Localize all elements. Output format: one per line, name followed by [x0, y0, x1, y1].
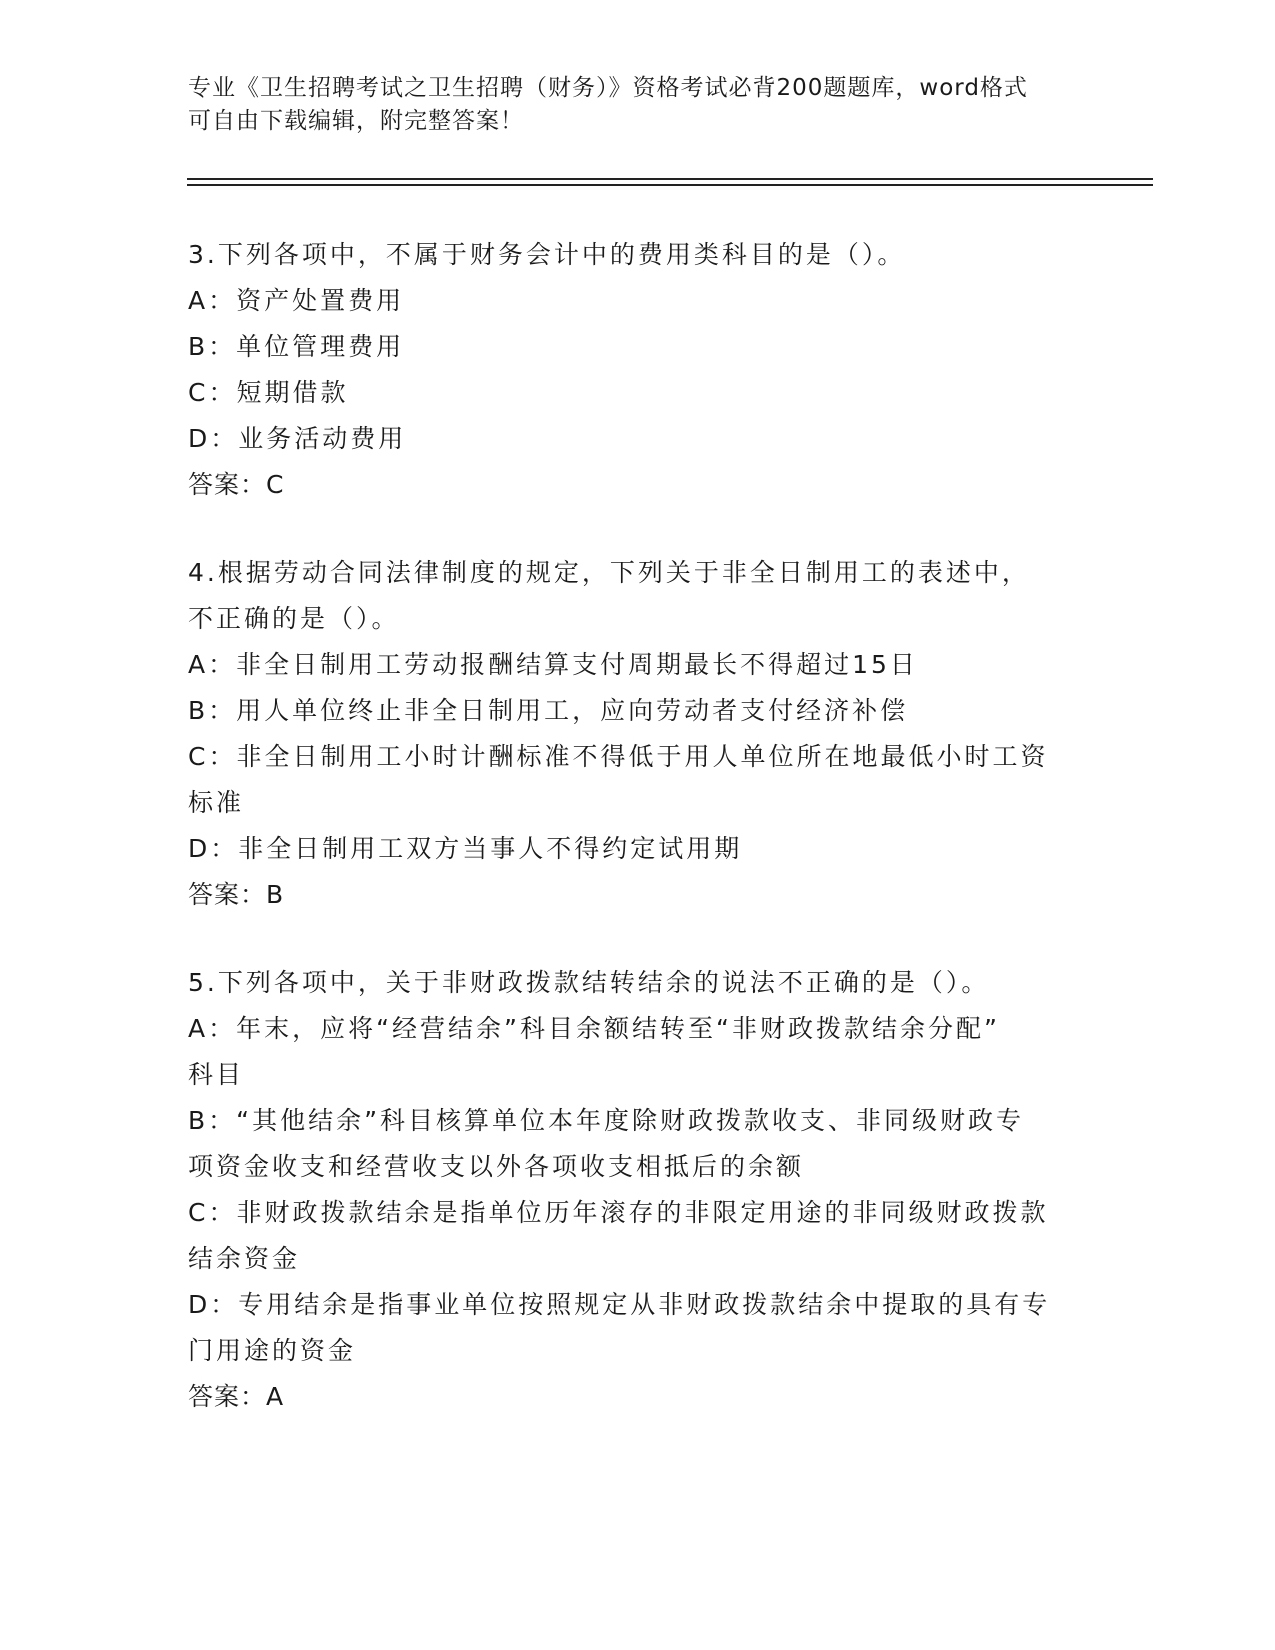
option-b-continued: 项资金收支和经营收支以外各项收支相抵后的余额 [188, 1152, 805, 1181]
question-stem: 5.下列各项中，关于非财政拨款结转结余的说法不正确的是（）。 [188, 968, 990, 997]
question-list [188, 232, 1088, 1462]
option-c-continued: 标准 [188, 788, 245, 817]
option-d: D：非全日制用工双方当事人不得约定试用期 [188, 834, 743, 863]
question-stem: 3.下列各项中，不属于财务会计中的费用类科目的是（）。 [188, 240, 906, 269]
question-4 [188, 550, 1088, 918]
question-3 [188, 232, 1088, 508]
option-d: D：业务活动费用 [188, 424, 407, 453]
option-b: B：“其他结余”科目核算单位本年度除财政拨款收支、非同级财政专 [188, 1106, 1025, 1135]
header-divider-top [187, 178, 1153, 180]
header-line-1: 专业《卫生招聘考试之卫生招聘（财务）》资格考试必背200题题库，word格式 [188, 75, 1028, 101]
option-a: A：资产处置费用 [188, 286, 405, 315]
question-stem-continued: 不正确的是（）。 [188, 604, 400, 633]
option-c-continued: 结余资金 [188, 1244, 301, 1273]
option-b: B：用人单位终止非全日制用工，应向劳动者支付经济补偿 [188, 696, 909, 725]
answer: 答案：B [188, 880, 285, 909]
document-header [188, 72, 1068, 138]
option-a: A：非全日制用工劳动报酬结算支付周期最长不得超过15日 [188, 650, 918, 679]
option-c: C：非财政拨款结余是指单位历年滚存的非限定用途的非同级财政拨款 [188, 1198, 1049, 1227]
option-c: C：非全日制用工小时计酬标准不得低于用人单位所在地最低小时工资 [188, 742, 1049, 771]
answer: 答案：C [188, 470, 285, 499]
option-a-continued: 科目 [188, 1060, 245, 1089]
answer: 答案：A [188, 1382, 285, 1411]
header-divider-bottom [187, 184, 1153, 186]
header-line-2: 可自由下载编辑，附完整答案！ [188, 108, 524, 134]
option-d: D：专用结余是指事业单位按照规定从非财政拨款结余中提取的具有专 [188, 1290, 1051, 1319]
option-d-continued: 门用途的资金 [188, 1336, 357, 1365]
option-c: C：短期借款 [188, 378, 349, 407]
question-stem: 4.根据劳动合同法律制度的规定，下列关于非全日制用工的表述中， [188, 558, 1030, 587]
question-5 [188, 960, 1088, 1420]
option-a: A：年末，应将“经营结余”科目余额结转至“非财政拨款结余分配” [188, 1014, 1000, 1043]
option-b: B：单位管理费用 [188, 332, 405, 361]
